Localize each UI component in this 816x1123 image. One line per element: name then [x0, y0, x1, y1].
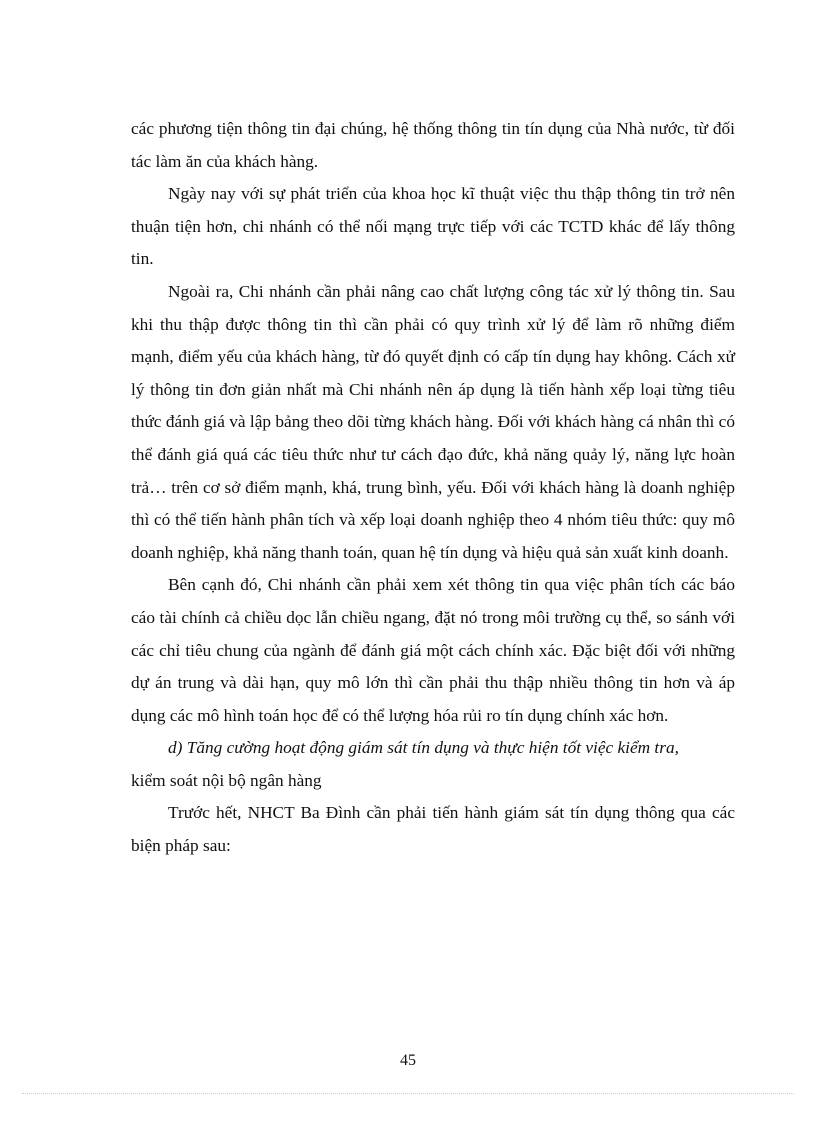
paragraph-technology: Ngày nay với sự phát triển của khoa học kĩ thuật việc thu thập thông tin trở nên thuận tiện hơn, chi nhánh có thể nối mạng trực tiếp với các TCTD khác để lấy thông tin.	[131, 184, 735, 269]
section-heading-d-continuation: kiểm soát nội bộ ngân hàng	[131, 770, 322, 790]
section-heading-d: d) Tăng cường hoạt động giám sát tín dụng và thực hiện tốt việc kiểm tra,	[168, 738, 679, 758]
paragraph-information-processing: Ngoài ra, Chi nhánh cần phải nâng cao chất lượng công tác xử lý thông tin. Sau khi thu thập được thông tin thì cần phải có quy trình xử lý để làm rõ những điểm mạnh, điểm yếu của khách hàng, từ đó quyết định có cấp tín dụng hay không. Cách xử lý thông tin đơn giản nhất mà Chi nhánh nên áp dụng là tiến hành xếp loại từng tiêu thức đánh giá và lập bảng theo dõi từng khách hàng. Đối với khách hàng cá nhân thì có thể đánh giá quá các tiêu thức như tư cách đạo đức, khả năng quảy lý, năng lực hoàn trả… trên cơ sở điểm mạnh, khá, trung bình, yếu. Đối với khách hàng là doanh nghiệp thì có thể tiến hành phân tích và xếp loại doanh nghiệp theo 4 nhóm tiêu thức: quy mô doanh nghiệp, khả năng thanh toán, quan hệ tín dụng và hiệu quả sản xuất kinh doanh.	[131, 281, 735, 562]
page-number: 45	[400, 1052, 416, 1069]
paragraph-financial-statements: Bên cạnh đó, Chi nhánh cần phải xem xét thông tin qua việc phân tích các báo cáo tài chính cả chiều dọc lẫn chiều ngang, đặt nó trong môi trường cụ thể, so sánh với các chỉ tiêu chung của ngành để đánh giá một cách chính xác. Đặc biệt đối với những dự án trung và dài hạn, quy mô lớn thì cần phải thu thập nhiều thông tin hơn và áp dụng các mô hình toán học để có thể lượng hóa rủi ro tín dụng chính xác hơn.	[131, 575, 735, 725]
paragraph-credit-monitoring: Trước hết, NHCT Ba Đình cần phải tiến hành giám sát tín dụng thông qua các biện pháp sau:	[131, 803, 735, 856]
body-text	[131, 113, 735, 863]
paragraph-continuation: các phương tiện thông tin đại chúng, hệ thống thông tin tín dụng của Nhà nước, từ đối tác làm ăn của khách hàng.	[131, 119, 735, 171]
footer-divider	[22, 1093, 794, 1094]
